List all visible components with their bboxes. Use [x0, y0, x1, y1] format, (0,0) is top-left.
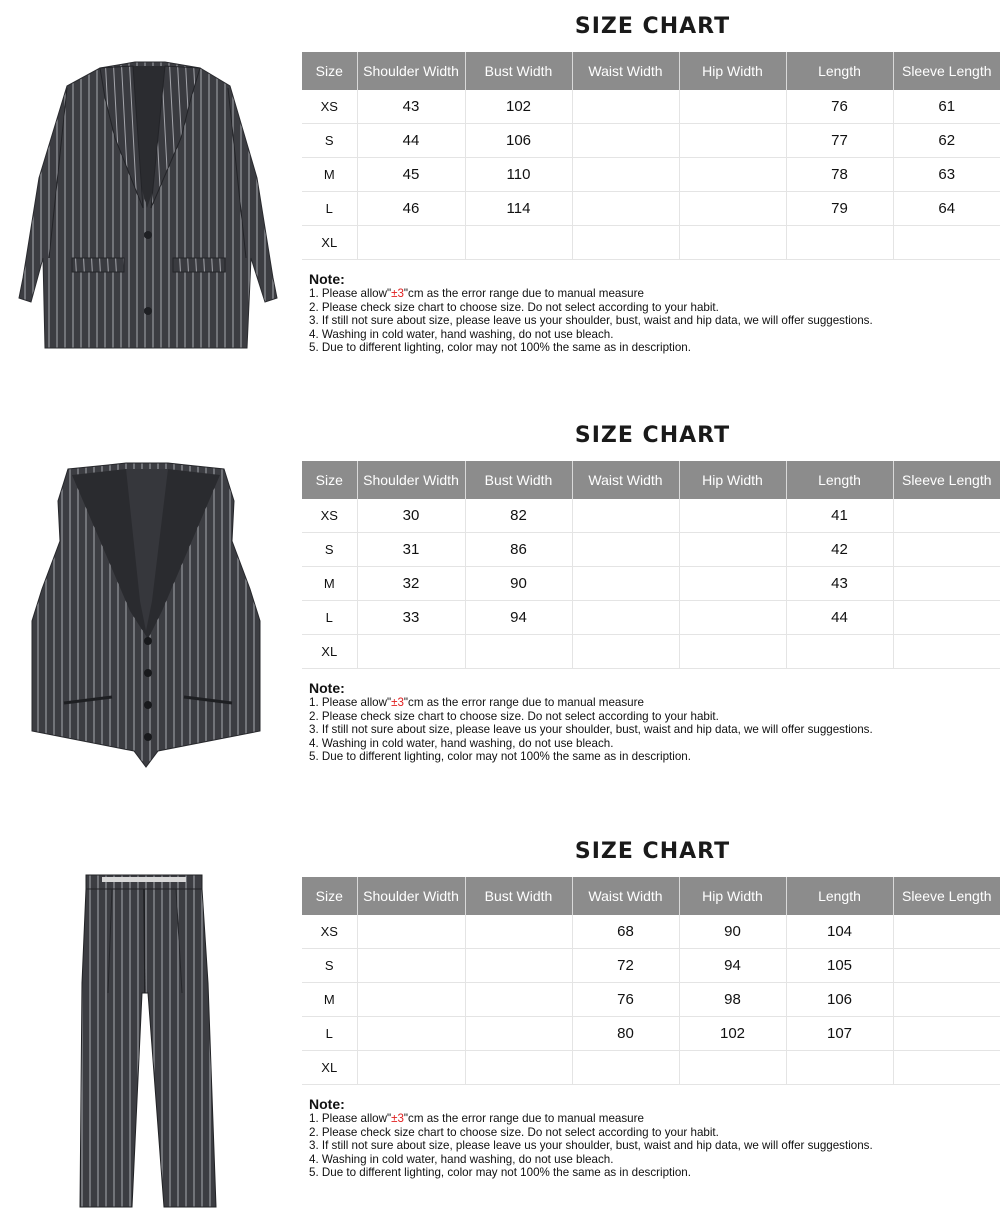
table-cell: [572, 1051, 679, 1085]
table-cell: [572, 124, 679, 158]
table-cell: [357, 949, 465, 983]
note-line: 4. Washing in cold water, hand washing, do not use bleach.: [309, 736, 614, 750]
table-cell: 102: [679, 1017, 786, 1051]
table-row: [302, 635, 1000, 669]
table-row: [302, 949, 1000, 983]
table-cell: [465, 635, 572, 669]
column-header: Length: [786, 461, 893, 499]
table-cell: 114: [465, 192, 572, 226]
notes: [309, 271, 989, 355]
size-cell: M: [302, 567, 357, 601]
trousers-image: [72, 873, 232, 1211]
table-cell: [357, 635, 465, 669]
table-cell: [786, 1051, 893, 1085]
table-cell: [357, 1051, 465, 1085]
table-cell: 72: [572, 949, 679, 983]
column-header: Bust Width: [465, 52, 572, 90]
table-cell: [465, 1051, 572, 1085]
notes-heading: Note:: [309, 271, 345, 287]
size-cell: XS: [302, 499, 357, 533]
table-cell: [572, 499, 679, 533]
note-line: 4. Washing in cold water, hand washing, do not use bleach.: [309, 1152, 614, 1166]
table-cell: [357, 983, 465, 1017]
vest-image: [28, 461, 264, 771]
table-cell: [465, 915, 572, 949]
table-row: [302, 158, 1000, 192]
table-cell: 45: [357, 158, 465, 192]
table-cell: [572, 635, 679, 669]
size-cell: L: [302, 192, 357, 226]
table-cell: 43: [786, 567, 893, 601]
table-cell: 63: [893, 158, 1000, 192]
size-chart-vest: [0, 409, 1000, 809]
table-cell: 105: [786, 949, 893, 983]
column-header: Sleeve Length: [893, 877, 1000, 915]
table-cell: [893, 601, 1000, 635]
note-line: 1. Please allow"±3"cm as the error range due to manual measure: [309, 287, 644, 300]
table-row: [302, 601, 1000, 635]
column-header: Size: [302, 461, 357, 499]
table-row: [302, 567, 1000, 601]
table-cell: [893, 983, 1000, 1017]
table-cell: 77: [786, 124, 893, 158]
table-cell: [572, 90, 679, 124]
column-header: Length: [786, 877, 893, 915]
table-cell: [893, 1017, 1000, 1051]
column-header: Waist Width: [572, 877, 679, 915]
table-header-row: [302, 461, 1000, 499]
table-cell: [572, 567, 679, 601]
table-cell: [679, 533, 786, 567]
size-chart-blazer: [0, 0, 1000, 400]
table-cell: [679, 90, 786, 124]
table-cell: 64: [893, 192, 1000, 226]
table-cell: 32: [357, 567, 465, 601]
table-row: [302, 983, 1000, 1017]
table-cell: 44: [786, 601, 893, 635]
table-cell: [893, 915, 1000, 949]
table-cell: [893, 567, 1000, 601]
table-cell: 30: [357, 499, 465, 533]
table-cell: [357, 1017, 465, 1051]
column-header: Hip Width: [679, 52, 786, 90]
table-cell: 104: [786, 915, 893, 949]
column-header: Hip Width: [679, 877, 786, 915]
size-cell: XL: [302, 1051, 357, 1085]
note-line: 3. If still not sure about size, please leave us your shoulder, bust, waist and hip data, we will offer suggestions.: [309, 1139, 873, 1153]
size-table: [302, 461, 1000, 669]
size-table: [302, 52, 1000, 260]
table-cell: 90: [465, 567, 572, 601]
note-line: 1. Please allow"±3"cm as the error range due to manual measure: [309, 1112, 644, 1125]
column-header: Waist Width: [572, 461, 679, 499]
table-row: [302, 226, 1000, 260]
column-header: Shoulder Width: [357, 461, 465, 499]
size-cell: S: [302, 949, 357, 983]
table-row: [302, 533, 1000, 567]
table-cell: 80: [572, 1017, 679, 1051]
table-cell: 107: [786, 1017, 893, 1051]
table-cell: [786, 635, 893, 669]
table-cell: [679, 499, 786, 533]
column-header: Length: [786, 52, 893, 90]
table-cell: 106: [786, 983, 893, 1017]
column-header: Waist Width: [572, 52, 679, 90]
table-row: [302, 124, 1000, 158]
blazer-image: [15, 58, 280, 358]
table-cell: [572, 158, 679, 192]
column-header: Size: [302, 877, 357, 915]
table-cell: [357, 915, 465, 949]
size-chart-title: SIZE CHART: [574, 423, 731, 448]
table-cell: [465, 1017, 572, 1051]
size-chart-trousers: [0, 825, 1000, 1231]
table-cell: [893, 226, 1000, 260]
table-cell: 46: [357, 192, 465, 226]
table-cell: 90: [679, 915, 786, 949]
notes: [309, 680, 989, 764]
note-line: 5. Due to different lighting, color may not 100% the same as in description.: [309, 341, 691, 355]
table-cell: [893, 949, 1000, 983]
column-header: Hip Width: [679, 461, 786, 499]
table-cell: [465, 983, 572, 1017]
column-header: Shoulder Width: [357, 52, 465, 90]
table-cell: [786, 226, 893, 260]
note-line: 2. Please check size chart to choose size. Do not select according to your habit.: [309, 1125, 719, 1139]
size-cell: S: [302, 124, 357, 158]
table-cell: [679, 124, 786, 158]
table-cell: 76: [786, 90, 893, 124]
size-cell: M: [302, 158, 357, 192]
table-cell: 33: [357, 601, 465, 635]
table-cell: 68: [572, 915, 679, 949]
note-line: 2. Please check size chart to choose size. Do not select according to your habit.: [309, 709, 719, 723]
table-cell: [572, 192, 679, 226]
table-cell: [679, 567, 786, 601]
table-cell: 86: [465, 533, 572, 567]
table-cell: 61: [893, 90, 1000, 124]
column-header: Bust Width: [465, 877, 572, 915]
size-cell: M: [302, 983, 357, 1017]
table-cell: [679, 226, 786, 260]
table-cell: 110: [465, 158, 572, 192]
size-cell: L: [302, 1017, 357, 1051]
table-cell: 43: [357, 90, 465, 124]
table-header-row: [302, 52, 1000, 90]
note-line: 5. Due to different lighting, color may not 100% the same as in description.: [309, 1166, 691, 1180]
table-cell: 98: [679, 983, 786, 1017]
table-cell: 94: [679, 949, 786, 983]
table-cell: 94: [465, 601, 572, 635]
table-cell: [893, 635, 1000, 669]
notes: [309, 1096, 989, 1180]
table-cell: [679, 192, 786, 226]
column-header: Shoulder Width: [357, 877, 465, 915]
table-row: [302, 499, 1000, 533]
column-header: Sleeve Length: [893, 52, 1000, 90]
column-header: Size: [302, 52, 357, 90]
size-cell: S: [302, 533, 357, 567]
size-table: [302, 877, 1000, 1085]
table-cell: [893, 1051, 1000, 1085]
table-cell: 41: [786, 499, 893, 533]
column-header: Bust Width: [465, 461, 572, 499]
table-cell: [679, 635, 786, 669]
table-cell: [679, 158, 786, 192]
table-cell: [893, 533, 1000, 567]
table-cell: [679, 1051, 786, 1085]
size-cell: XL: [302, 226, 357, 260]
notes-heading: Note:: [309, 1096, 345, 1112]
table-cell: [465, 226, 572, 260]
note-line: 3. If still not sure about size, please leave us your shoulder, bust, waist and hip data, we will offer suggestions.: [309, 723, 873, 737]
table-cell: [465, 949, 572, 983]
table-cell: 102: [465, 90, 572, 124]
table-row: [302, 1051, 1000, 1085]
notes-heading: Note:: [309, 680, 345, 696]
size-cell: XL: [302, 635, 357, 669]
note-line: 4. Washing in cold water, hand washing, do not use bleach.: [309, 327, 614, 341]
table-row: [302, 192, 1000, 226]
table-cell: [572, 533, 679, 567]
table-row: [302, 90, 1000, 124]
size-cell: L: [302, 601, 357, 635]
table-cell: [893, 499, 1000, 533]
table-cell: [572, 226, 679, 260]
note-line: 2. Please check size chart to choose size. Do not select according to your habit.: [309, 300, 719, 314]
note-line: 3. If still not sure about size, please leave us your shoulder, bust, waist and hip data, we will offer suggestions.: [309, 314, 873, 328]
table-row: [302, 1017, 1000, 1051]
table-cell: [357, 226, 465, 260]
table-cell: 82: [465, 499, 572, 533]
column-header: Sleeve Length: [893, 461, 1000, 499]
table-cell: 76: [572, 983, 679, 1017]
size-chart-title: SIZE CHART: [574, 14, 731, 39]
size-cell: XS: [302, 915, 357, 949]
table-cell: [572, 601, 679, 635]
table-cell: 44: [357, 124, 465, 158]
table-row: [302, 915, 1000, 949]
table-cell: 42: [786, 533, 893, 567]
table-header-row: [302, 877, 1000, 915]
table-cell: 31: [357, 533, 465, 567]
table-cell: [679, 601, 786, 635]
table-cell: 78: [786, 158, 893, 192]
size-chart-title: SIZE CHART: [574, 839, 731, 864]
table-cell: 62: [893, 124, 1000, 158]
note-line: 5. Due to different lighting, color may not 100% the same as in description.: [309, 750, 691, 764]
note-line: 1. Please allow"±3"cm as the error range due to manual measure: [309, 696, 644, 709]
table-cell: 106: [465, 124, 572, 158]
table-cell: 79: [786, 192, 893, 226]
size-cell: XS: [302, 90, 357, 124]
